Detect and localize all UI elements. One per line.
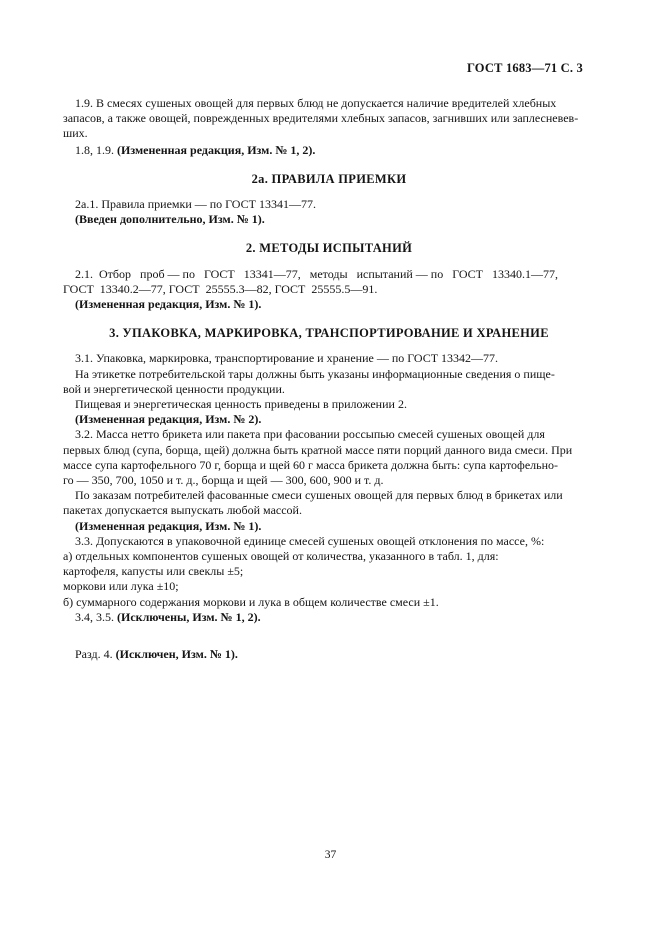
clause-1-9-line3: ших. <box>63 126 88 141</box>
clause-1-9-line1: 1.9. В смесях сушеных овощей для первых блюд не допускается наличие вредителей хлебных <box>75 96 557 110</box>
clause-2a-1: 2а.1. Правила приемки — по ГОСТ 13341—77. <box>75 197 316 212</box>
clause-3-2-line3: массе супа картофельного 70 г, борща и щей 60 г масса брикета должна быть: супа картофельно- <box>63 457 559 472</box>
page-header: ГОСТ 1683—71 С. 3 <box>466 61 583 75</box>
section-2-title: 2. МЕТОДЫ ИСПЫТАНИЙ <box>245 241 413 256</box>
clause-1-9-line2: запасов, а также овощей, поврежденных вредителями хлебных запасов, загнивших или заплесневев- <box>63 111 579 126</box>
section-4-note: (Исключен, Изм. № 1). <box>115 647 238 662</box>
clause-3-1-label-line1: На этикетке потребительской тары должны быть указаны информационные сведения о пище- <box>75 366 555 381</box>
clause-2-1-line2: ГОСТ 13340.2—77, ГОСТ 25555.3—82, ГОСТ 25555.5—91. <box>63 281 378 296</box>
clause-3-1-nutrition: Пищевая и энергетическая ценность приведены в приложении 2. <box>75 397 407 412</box>
clause-1-9-edit-note: (Измененная редакция, Изм. № 1, 2). <box>117 142 316 157</box>
clause-3-3: 3.3. Допускаются в упаковочной единице смесей сушеных овощей отклонения по массе, %: <box>75 533 545 548</box>
section-2a-title: 2а. ПРАВИЛА ПРИЕМКИ <box>251 171 407 186</box>
document-body <box>63 96 583 662</box>
clause-3-3-a2: моркови или лука ±10; <box>63 579 179 594</box>
clause-2a-1-note: (Введен дополнительно, Изм. № 1). <box>75 212 265 227</box>
clause-3-1-note: (Измененная редакция, Изм. № 2). <box>75 412 262 427</box>
clause-3-1-label-line2: вой и энергетической ценности продукции. <box>63 381 285 396</box>
clause-2-1-line1: 2.1. Отбор проб — по ГОСТ 13341—77, методы испытаний — по ГОСТ 13340.1—77, <box>75 266 558 281</box>
section-3-title: 3. УПАКОВКА, МАРКИРОВКА, ТРАНСПОРТИРОВАНИЕ И ХРАНЕНИЕ <box>109 326 549 341</box>
clause-3-4-prefix: 3.4, 3.5. <box>75 609 117 624</box>
clause-1-9 <box>63 96 583 158</box>
clause-3-4-note: (Исключены, Изм. № 1, 2). <box>117 609 261 624</box>
clause-3-3-b: б) суммарного содержания моркови и лука в общем количестве смеси ±1. <box>63 594 439 609</box>
clause-3-2-order-line2: пакетах допускается выпускать любой массой. <box>63 503 302 518</box>
clause-3-2-order-line1: По заказам потребителей фасованные смеси сушеных овощей для первых блюд в брикетах или <box>75 488 563 503</box>
page-number: 37 <box>324 849 337 861</box>
clause-3-2-line2: первых блюд (супа, борща, щей) должна быть кратной массе пяти порций данного вида смеси. При <box>63 442 573 457</box>
clause-1-9-edit-prefix: 1.8, 1.9. <box>75 142 117 157</box>
clause-3-3-a: а) отдельных компонентов сушеных овощей от количества, указанного в табл. 1, для: <box>63 549 499 564</box>
section-4-prefix: Разд. 4. <box>75 647 116 662</box>
clause-3-1: 3.1. Упаковка, маркировка, транспортирование и хранение — по ГОСТ 13342—77. <box>75 351 499 366</box>
clause-2-1-note: (Измененная редакция, Изм. № 1). <box>75 297 262 312</box>
clause-3-2-line4: го — 350, 700, 1050 и т. д., борща и щей — 300, 600, 900 и т. д. <box>63 473 384 488</box>
clause-3-2-note: (Измененная редакция, Изм. № 1). <box>75 518 262 533</box>
clause-3-2-line1: 3.2. Масса нетто брикета или пакета при фасовании россыпью смесей сушеных овощей для <box>75 427 545 442</box>
clause-3-3-a1: картофеля, капусты или свеклы ±5; <box>63 564 244 579</box>
